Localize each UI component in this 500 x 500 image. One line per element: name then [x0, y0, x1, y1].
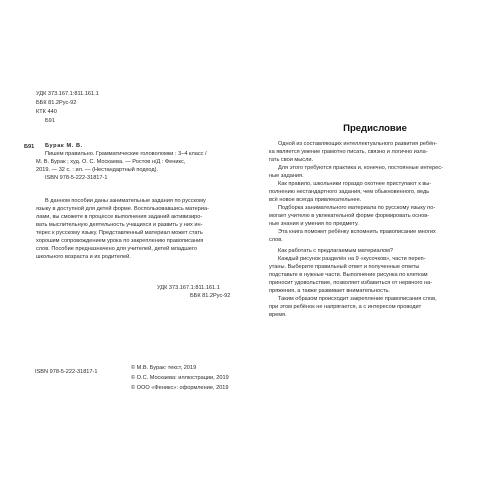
bib-line: Пишем правильно. Грамматические головоломки : 3–4 класс / — [45, 151, 207, 157]
bbk-code: ББК 81.2Рус-92 — [36, 100, 77, 106]
bib-author: Бурак М. В. — [45, 143, 83, 149]
author-mark: Б91 — [45, 118, 55, 124]
udk-code: УДК 373.167.1:811.161.1 — [36, 91, 99, 97]
right-page — [250, 0, 500, 500]
ktk-code: КТК 440 — [36, 109, 57, 115]
annotation-line: слов. Пособие предназначено для учителей, детей младшего — [36, 246, 197, 252]
preface-line: Эта книга поможет ребёнку вспомнить правописание многих — [278, 229, 436, 235]
preface-line: Каждый рисунок разделён на 9 «кусочков», части переп- — [278, 256, 426, 262]
preface-line: пряжения, а также развивает внимательность. — [269, 288, 390, 294]
preface-line: Как работать с предлагаемым материалом? — [278, 248, 394, 254]
preface-line: при этом ребёнок не напрягается, а с интересом проводит — [269, 304, 422, 310]
preface-line: ка является умение грамотно писать, связно и логично изла- — [269, 149, 428, 155]
preface-line: Таким образом происходит закрепление правописания слов, — [278, 296, 437, 302]
preface-line: всё новое всегда привлекательнее. — [269, 197, 362, 203]
annotation-line: В данном пособии даны занимательные задания по русскому — [45, 198, 206, 204]
udk-code-right: УДК 373.167.1:811.161.1 — [157, 285, 220, 291]
bib-isbn: ISBN 978-5-222-31817-1 — [45, 175, 108, 181]
preface-line: Подборка занимательного материала по русскому языку по- — [278, 205, 436, 211]
annotation-line: хорошим сопровождением урока по закреплению правописания — [36, 238, 204, 244]
preface-line: подставьте в нужные части. Выполнение рисунка по клеткам — [269, 272, 428, 278]
preface-line: время. — [269, 312, 287, 318]
bbk-code-right: ББК 81.2Рус-92 — [190, 293, 231, 299]
bib-code: Б91 — [24, 144, 35, 150]
annotation-line: школьного возраста и их родителей. — [36, 254, 131, 260]
copyright-text: © М.В. Бурак: текст, 2019 — [131, 365, 197, 371]
annotation-line: терес к русскому языку. Представленный материал может стать — [36, 230, 203, 236]
annotation-line: лами, вы сможете в процессе выполнения заданий активизиро- — [36, 214, 203, 220]
preface-line: гать свои мысли. — [269, 157, 314, 163]
preface-line: ные знания и умения по предмету. — [269, 221, 359, 227]
isbn: ISBN 978-5-222-31817-1 — [35, 369, 98, 375]
annotation-line: вать мыслительную деятельность учащихся и развить у них ин- — [36, 222, 203, 228]
preface-line: Для этого требуются практика и, конечно, постоянные интерес- — [278, 165, 444, 171]
preface-line: Одной из составляющих интеллектуального развития ребён- — [278, 141, 438, 147]
preface-line: ные задания. — [269, 173, 304, 179]
preface-line: слов. — [269, 237, 283, 243]
copyright-illustrations: © О.С. Москаева: иллюстрации, 2019 — [131, 375, 229, 381]
preface-line: приносит удовольствие, позволяет избавиться от нервного на- — [269, 280, 433, 286]
preface-line: полнению нестандартного задания, чем обыкновенного, ведь — [269, 189, 430, 195]
annotation-line: языку в доступной для детей форме. Воспользовавшись материа- — [36, 206, 209, 212]
preface-line: могает учителю в увлекательной форме формировать основ- — [269, 213, 430, 219]
page-title: Предисловие — [343, 123, 407, 134]
bib-line: 2019. — 32 с. : ил. — (Нестандартный подход). — [36, 167, 159, 173]
preface-line: Как правило, школьники гораздо охотнее приступают к вы- — [278, 181, 432, 187]
preface-line: утаны. Выберите правильный ответ и полученные ответы — [269, 264, 420, 270]
bib-line: М. В. Бурак ; худ. О. С. Москаева. — Ростов н/Д : Феникс, — [36, 159, 186, 165]
copyright-design: © ООО «Феникс»: оформление, 2019 — [131, 385, 229, 391]
